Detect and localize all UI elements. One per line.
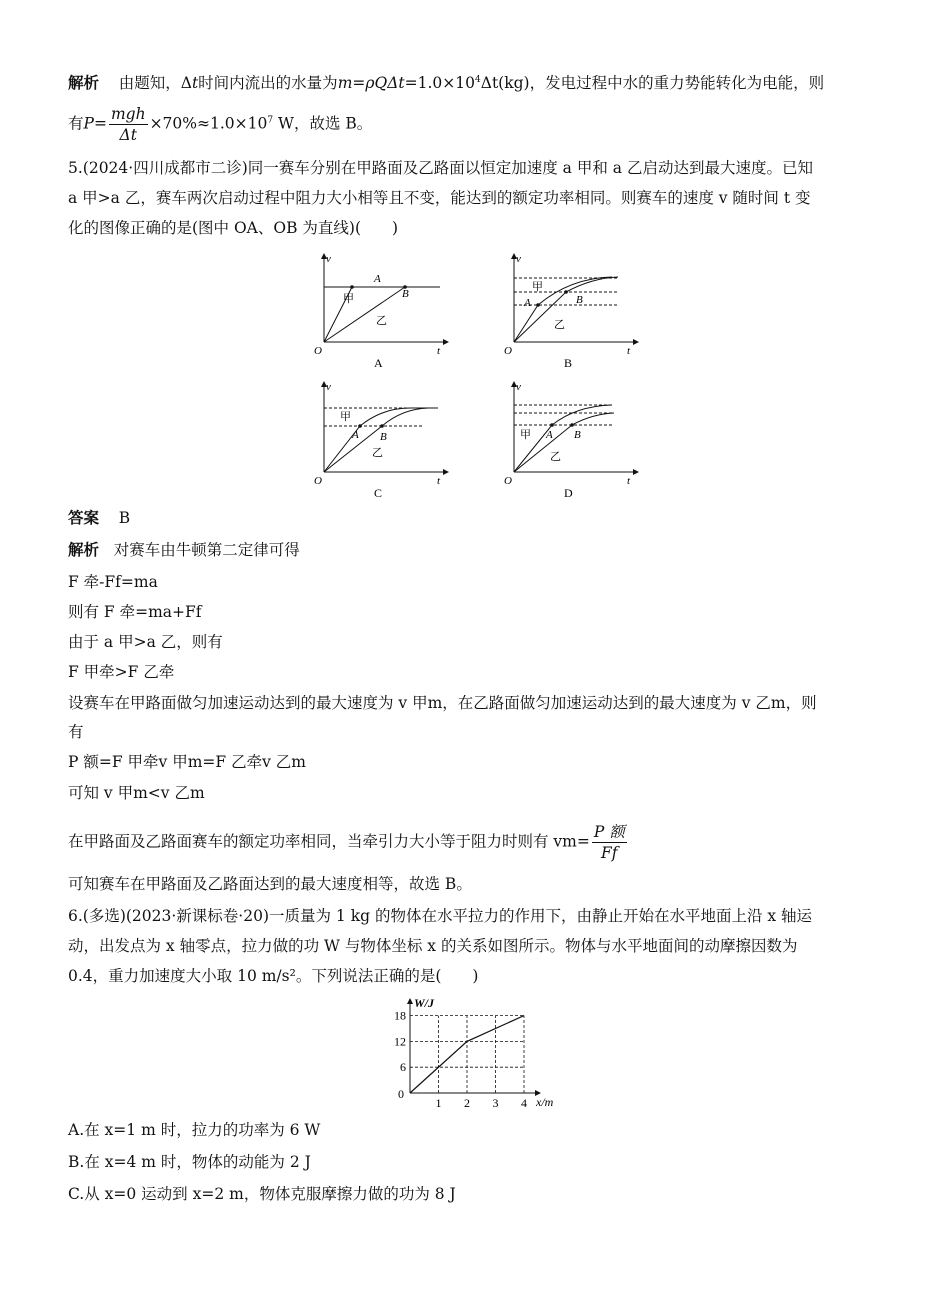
text: 有 — [68, 114, 84, 133]
y-tick-label: 12 — [394, 1034, 406, 1049]
text: 在甲路面及乙路面赛车的额定功率相同，当牵引力大小等于阻力时则有 vm= — [68, 832, 590, 851]
point-b — [570, 423, 574, 427]
x-tick-label: 2 — [464, 1096, 470, 1110]
q5-line3: 化的图像正确的是(图中 OA、OB 为直线)( ) — [68, 219, 399, 237]
text: Δt(kg)，发电过程中水的重力势能转化为电能，则 — [480, 74, 825, 93]
origin-label: 0 — [398, 1087, 404, 1101]
axis-v-label: v — [516, 381, 521, 393]
label-yi: 乙 — [550, 451, 561, 463]
origin-label: O — [314, 345, 322, 357]
text: = — [352, 74, 366, 93]
option-label: A — [374, 356, 383, 370]
point-a-label: A — [524, 297, 531, 309]
curve-jia — [514, 277, 612, 342]
q6-line2: 动，出发点为 x 轴零点，拉力做的功 W 与物体坐标 x 的关系如图所示。物体与水平地面间的动摩擦因数为 — [68, 937, 798, 955]
label-jia: 甲 — [340, 411, 351, 423]
option-label: C — [374, 486, 383, 500]
point-b-label: B — [574, 429, 581, 441]
graph-option-d[interactable] — [500, 378, 640, 500]
point-a-label: A — [374, 273, 381, 285]
text: 由题知，Δ — [118, 74, 192, 93]
text: W，故选 B。 — [273, 114, 373, 133]
answer-label: 答案 — [68, 509, 100, 527]
option-label: D — [564, 486, 573, 500]
fraction — [109, 104, 148, 145]
text: =1.0×10 — [404, 74, 476, 93]
axis-t-label: t — [437, 475, 441, 487]
graph-option-a[interactable] — [310, 250, 450, 370]
frac-num: mgh — [110, 105, 146, 123]
y-tick-label: 6 — [400, 1060, 406, 1075]
eq7: 可知 v 甲m<v 乙m — [68, 784, 205, 802]
eq1: F 牵-Ff=ma — [68, 573, 158, 591]
point-b — [564, 290, 568, 294]
answer-line — [68, 508, 130, 528]
x-tick-label: 3 — [492, 1096, 499, 1110]
x-axis-label: x/m — [536, 1095, 554, 1109]
w-x-chart — [380, 995, 570, 1110]
text: = — [93, 114, 107, 133]
y-tick-label: 18 — [394, 1008, 406, 1023]
q6-option-b[interactable]: B.在 x=4 m 时，物体的动能为 2 J — [68, 1153, 311, 1171]
exp: 7 — [267, 115, 274, 126]
q6-line1: 6.(多选)(2023·新课标卷·20)一质量为 1 kg 的物体在水平拉力的作用下，由静止开始在水平地面上沿 x 轴运 — [68, 907, 813, 925]
frac-num: P 额 — [593, 823, 625, 841]
point-a — [350, 285, 354, 289]
point-a — [550, 423, 554, 427]
eq2: 则有 F 牵=ma+Ff — [68, 603, 202, 621]
point-a — [358, 424, 362, 428]
eq9: 可知赛车在甲路面及乙路面达到的最大速度相等，故选 B。 — [68, 875, 472, 893]
label-yi: 乙 — [376, 315, 387, 327]
axis-v-label: v — [326, 381, 331, 393]
axis-v-label: v — [516, 253, 521, 265]
q6-line3: 0.4，重力加速度大小取 10 m/s²。下列说法正确的是( ) — [68, 967, 479, 985]
frac-den: Ff — [601, 844, 618, 862]
frac-den: Δt — [119, 126, 137, 144]
text: ×70%≈1.0×10 — [149, 114, 268, 133]
var: t — [191, 74, 199, 93]
point-b — [380, 424, 384, 428]
analysis4-line2 — [68, 104, 372, 145]
x-tick-label: 1 — [435, 1096, 442, 1110]
axis-t-label: t — [437, 345, 441, 357]
var: P — [83, 114, 94, 133]
label-yi: 乙 — [554, 319, 565, 331]
analysis-text: 对赛车由牛顿第二定律可得 — [113, 541, 300, 559]
fraction — [592, 822, 627, 863]
text: 时间内流出的水量为 — [198, 74, 338, 93]
eq5b: 有 — [68, 723, 84, 741]
point-b-label: B — [380, 431, 387, 443]
axis-t-label: t — [627, 475, 631, 487]
label-jia: 甲 — [520, 429, 531, 441]
point-a-label: A — [546, 429, 553, 441]
analysis-label: 解析 — [68, 74, 100, 93]
eq6: P 额=F 甲牵v 甲m=F 乙牵v 乙m — [68, 753, 306, 771]
point-a-label: A — [352, 429, 359, 441]
option-label: B — [564, 356, 573, 370]
graph-option-b[interactable] — [500, 250, 640, 370]
graph-option-c[interactable] — [310, 378, 450, 500]
axis-t-label: t — [627, 345, 631, 357]
label-jia: 甲 — [532, 281, 543, 293]
point-b-label: B — [576, 294, 583, 306]
eq5: 设赛车在甲路面做匀加速运动达到的最大速度为 v 甲m，在乙路面做匀加速运动达到的最大速度为 v 乙m，则 — [68, 694, 817, 712]
origin-label: O — [504, 475, 512, 487]
curve-yi — [514, 413, 614, 472]
exp: 4 — [475, 75, 481, 85]
analysis4-line1 — [68, 70, 824, 93]
var: Δt — [387, 74, 405, 93]
origin-label: O — [314, 475, 322, 487]
x-tick-label: 4 — [521, 1096, 527, 1110]
var: m — [337, 74, 353, 93]
label-yi: 乙 — [372, 447, 383, 459]
point-a — [536, 303, 540, 307]
q6-option-a[interactable]: A.在 x=1 m 时，拉力的功率为 6 W — [68, 1121, 321, 1139]
label-jia: 甲 — [343, 293, 354, 305]
eq4: F 甲牵>F 乙牵 — [68, 663, 175, 681]
q6-option-c[interactable]: C.从 x=0 运动到 x=2 m，物体克服摩擦力做的功为 8 J — [68, 1185, 456, 1203]
q5-line2: a 甲>a 乙，赛车两次启动过程中阻力大小相等且不变，能达到的额定功率相同。则赛车的速度 v 随时间 t 变 — [68, 189, 811, 207]
line-yi — [324, 287, 405, 342]
eq3: 由于 a 甲>a 乙，则有 — [68, 633, 223, 651]
axis-v-label: v — [326, 253, 331, 265]
y-axis-label: W/J — [414, 996, 435, 1010]
answer-value: B — [118, 509, 131, 527]
origin-label: O — [504, 345, 512, 357]
analysis5-intro — [68, 540, 300, 560]
q5-line1: 5.(2024·四川成都市二诊)同一赛车分别在甲路面及乙路面以恒定加速度 a 甲和 a 乙启动达到最大速度。已知 — [68, 159, 813, 177]
var: ρQ — [365, 74, 388, 93]
point-b-label: B — [402, 288, 409, 300]
analysis-label: 解析 — [68, 541, 100, 559]
eq8 — [68, 822, 629, 863]
